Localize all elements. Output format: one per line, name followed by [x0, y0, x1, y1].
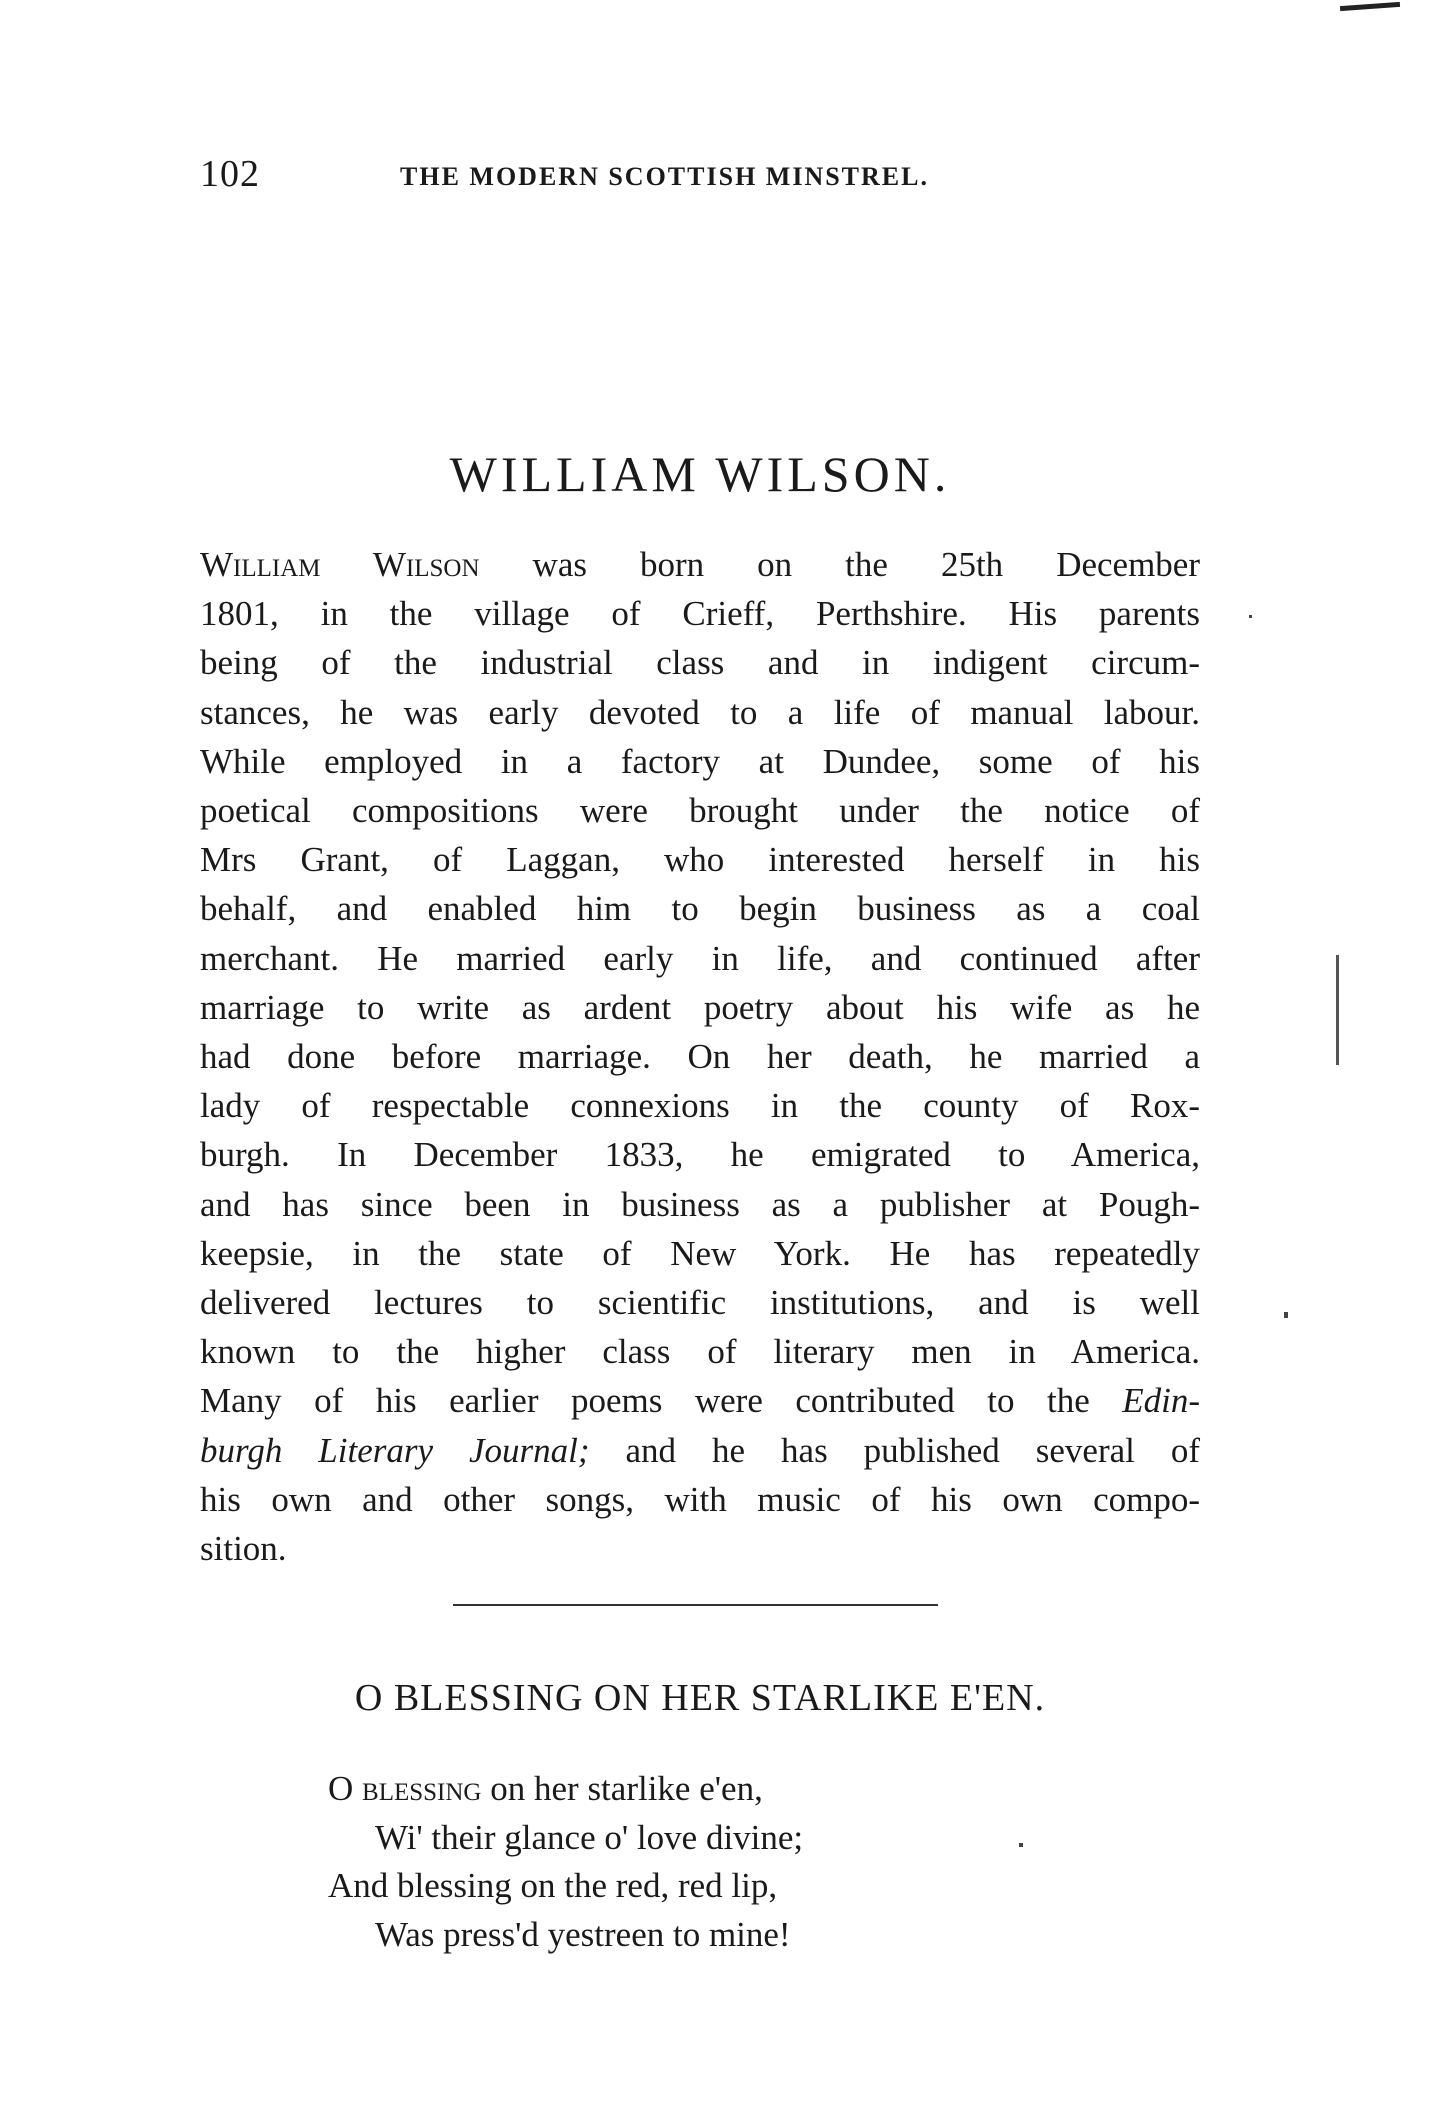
biography-line: had done before marriage. On her death, he married a — [200, 1037, 1200, 1077]
biography-line: Many of his earlier poems were contributed to the Edin- — [200, 1381, 1200, 1421]
scan-artifact-speck — [1249, 615, 1252, 618]
biography-paragraph — [200, 540, 1200, 1573]
biography-line: Mrs Grant, of Laggan, who interested herself in his — [200, 840, 1200, 880]
page-number: 102 — [200, 153, 260, 195]
biography-line: burgh. In December 1833, he emigrated to America, — [200, 1135, 1200, 1175]
section-divider — [453, 1604, 938, 1606]
subject-name: William Wilson — [200, 545, 480, 584]
running-title: THE MODERN SCOTTISH MINSTREL. — [400, 162, 929, 191]
biography-line: keepsie, in the state of New York. He has repeatedly — [200, 1233, 1200, 1273]
biography-line: sition. — [200, 1529, 287, 1569]
first-word-small-caps: blessing — [362, 1769, 482, 1808]
scan-artifact-top-right — [1340, 2, 1400, 11]
biography-line: While employed in a factory at Dundee, some of his — [200, 741, 1200, 781]
poem-verse: And blessing on the red, red lip, — [328, 1866, 778, 1905]
biography-line: behalf, and enabled him to begin business as a coal — [200, 889, 1200, 929]
biography-line: burgh Literary Journal; and he has published several of — [200, 1430, 1200, 1470]
biography-line: his own and other songs, with music of his own compo- — [200, 1479, 1200, 1519]
scan-artifact-speck — [1019, 1843, 1023, 1847]
scan-artifact-margin-line — [1336, 955, 1339, 1065]
poem-verse: Was press'd yestreen to mine! — [375, 1914, 791, 1954]
poem-verse: O blessing on her starlike e'en, — [328, 1769, 763, 1808]
biography-line: merchant. He married early in life, and continued after — [200, 938, 1200, 978]
journal-title-part: burgh Literary Journal; — [200, 1430, 590, 1470]
page-header — [200, 152, 1100, 202]
biography-line: marriage to write as ardent poetry about his wife as he — [200, 987, 1200, 1027]
poem-title: O BLESSING ON HER STARLIKE E'EN. — [354, 1677, 1046, 1719]
biography-line: lady of respectable connexions in the county of Rox- — [200, 1086, 1200, 1126]
biography-line: delivered lectures to scientific institutions, and is well — [200, 1283, 1200, 1323]
chapter-title: WILLIAM WILSON. — [449, 446, 951, 502]
poem-verse: Wi' their glance o' love divine; — [375, 1817, 804, 1857]
biography-line: William Wilson was born on the 25th December — [200, 545, 1200, 584]
biography-line: being of the industrial class and in indigent circum- — [200, 643, 1200, 683]
scan-artifact-speck — [1284, 1312, 1288, 1318]
biography-line: 1801, in the village of Crieff, Perthshire. His parents — [200, 594, 1200, 634]
biography-line: and has since been in business as a publisher at Pough- — [200, 1184, 1200, 1224]
poem-stanza — [328, 1765, 1128, 1959]
journal-title-part: Edin- — [1122, 1381, 1200, 1421]
biography-line: known to the higher class of literary men in America. — [200, 1332, 1200, 1372]
biography-line: stances, he was early devoted to a life of manual labour. — [200, 692, 1200, 732]
biography-line: poetical compositions were brought under the notice of — [200, 791, 1200, 831]
